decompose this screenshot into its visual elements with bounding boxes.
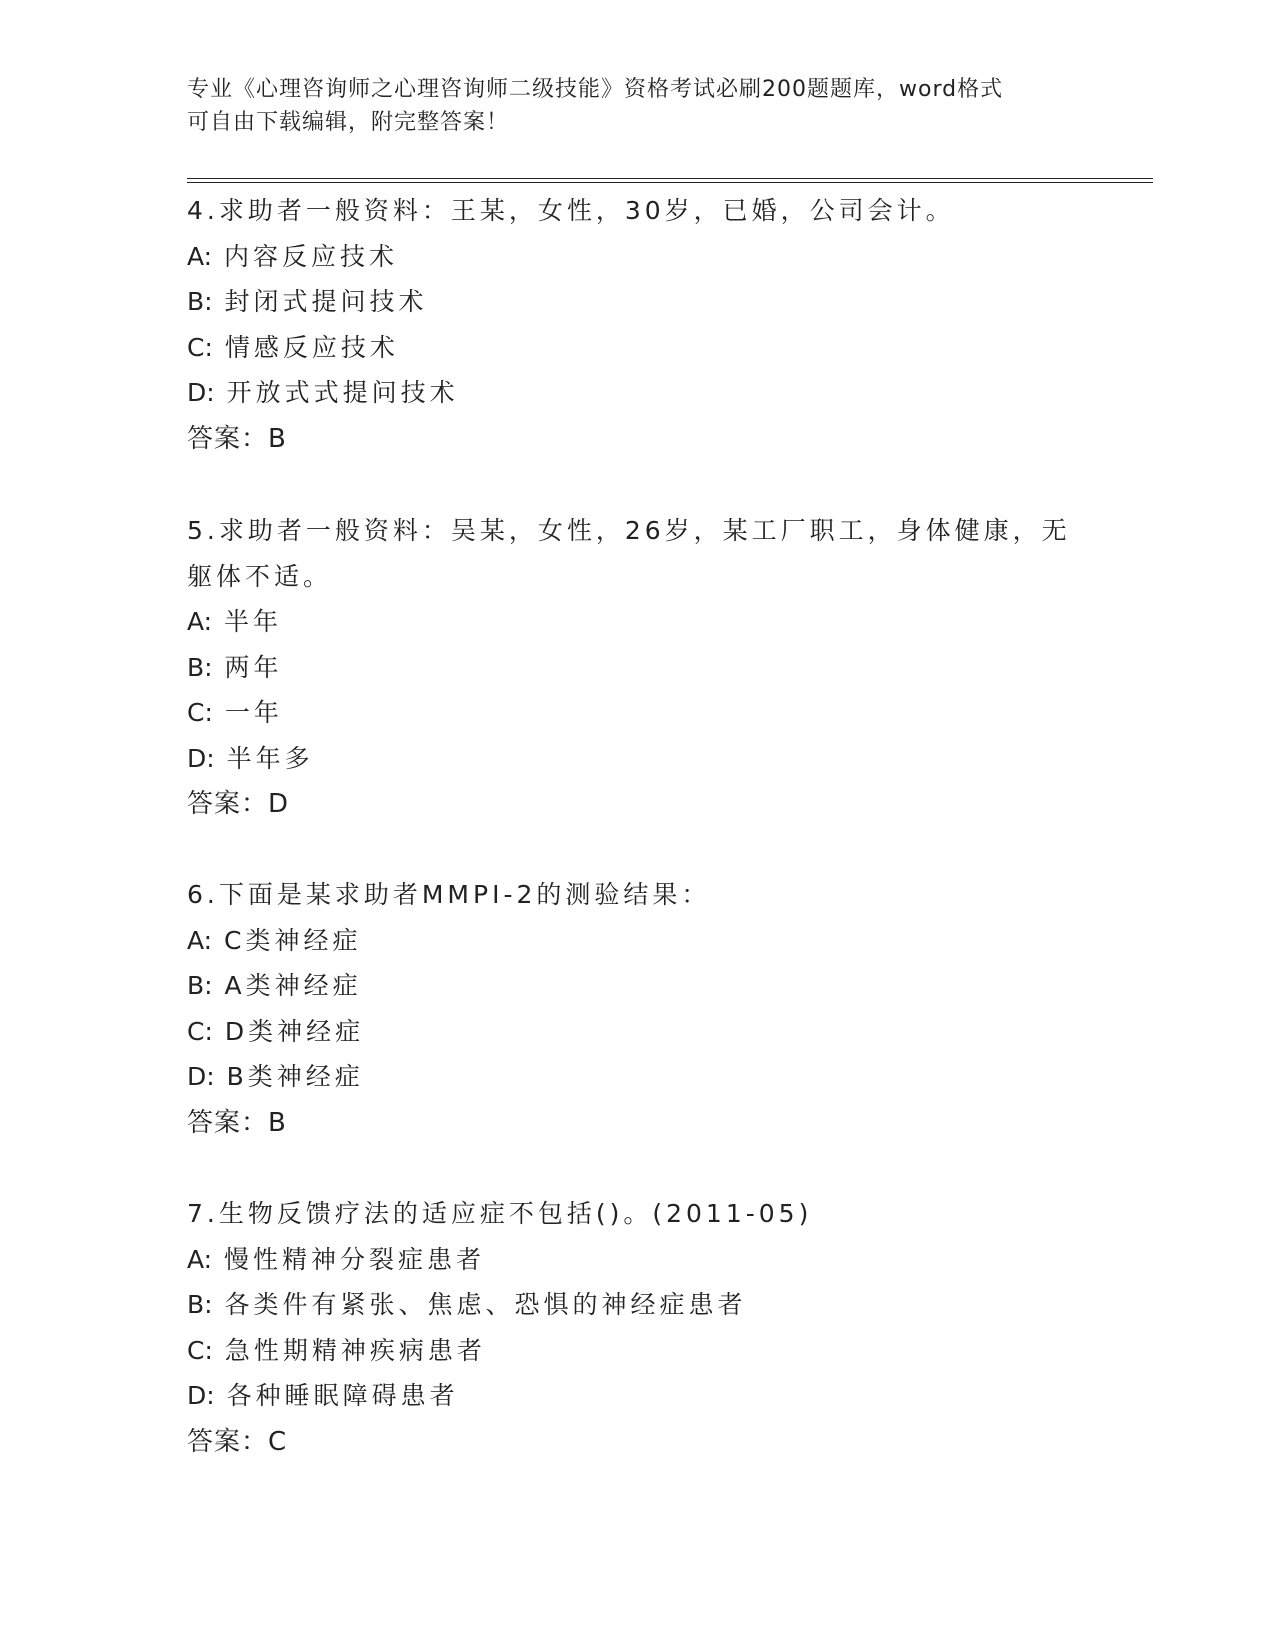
option-key: B: [187,287,213,316]
option-a [187,234,1067,280]
question-stem-continued: 躯体不适。 [187,561,333,591]
option-text: 半年 [224,607,283,636]
option-key: A: [187,241,213,271]
option-d [187,1054,1067,1100]
option-text: 两年 [224,652,283,682]
question-7 [187,1191,1067,1465]
option-text: 半年多 [226,743,314,773]
option-key: C: [187,698,213,727]
option-key: D: [187,378,215,407]
header-divider-top [187,178,1153,179]
option-key: D: [187,1062,215,1091]
question-6 [187,872,1067,1146]
option-key: C: [187,1335,213,1365]
option-text: A类神经症 [224,971,362,1000]
question-4 [187,188,1067,462]
option-text: 慢性精神分裂症患者 [224,1244,486,1274]
option-b [187,963,1067,1009]
option-b [187,279,1067,325]
question-stem: 5.求助者一般资料：吴某，女性，26岁，某工厂职工，身体健康，无 [187,516,1071,545]
option-a [187,1237,1067,1283]
header-line-2: 可自由下载编辑，附完整答案！ [187,110,510,135]
answer-line: 答案：C [187,1426,288,1457]
option-text: C类神经症 [224,925,362,955]
question-stem: 4.求助者一般资料：王某，女性，30岁，已婚，公司会计。 [187,196,955,225]
option-d [187,1373,1067,1419]
document-header [187,73,1067,139]
option-c [187,690,1067,736]
question-stem: 6.下面是某求助者MMPI-2的测验结果： [187,880,711,909]
option-text: 急性期精神疾病患者 [224,1335,486,1365]
option-key: C: [187,1016,213,1046]
answer-line: 答案：B [187,1107,287,1138]
option-d [187,736,1067,782]
option-key: B: [187,1290,213,1319]
option-text: 情感反应技术 [224,332,399,362]
answer-line: 答案：D [187,789,290,819]
option-text: 各类件有紧张、焦虑、恐惧的神经症患者 [224,1290,747,1319]
option-d [187,370,1067,416]
option-key: A: [187,925,213,955]
option-b [187,645,1067,691]
header-divider-bottom [187,182,1153,183]
option-text: 一年 [224,698,283,727]
question-5 [187,508,1071,827]
option-b [187,1282,1067,1328]
option-key: D: [187,743,215,773]
option-key: A: [187,1244,213,1274]
option-text: 内容反应技术 [224,241,399,271]
answer-line: 答案：B [187,423,287,454]
option-text: 各种睡眠障碍患者 [226,1381,459,1410]
option-a [187,918,1067,964]
question-stem: 7.生物反馈疗法的适应症不包括()。(2011-05) [187,1199,813,1228]
option-text: 开放式式提问技术 [226,378,459,407]
option-c [187,1328,1067,1374]
header-line-1: 专业《心理咨询师之心理咨询师二级技能》资格考试必刷200题题库，word格式 [187,77,1004,102]
option-c [187,1009,1067,1055]
option-c [187,325,1067,371]
option-text: B类神经症 [226,1062,364,1091]
option-key: B: [187,971,213,1000]
option-key: C: [187,332,213,362]
option-key: A: [187,607,213,636]
option-text: D类神经症 [224,1016,365,1046]
option-a [187,599,1067,645]
option-key: B: [187,652,213,682]
option-key: D: [187,1381,215,1410]
option-text: 封闭式提问技术 [224,287,428,316]
